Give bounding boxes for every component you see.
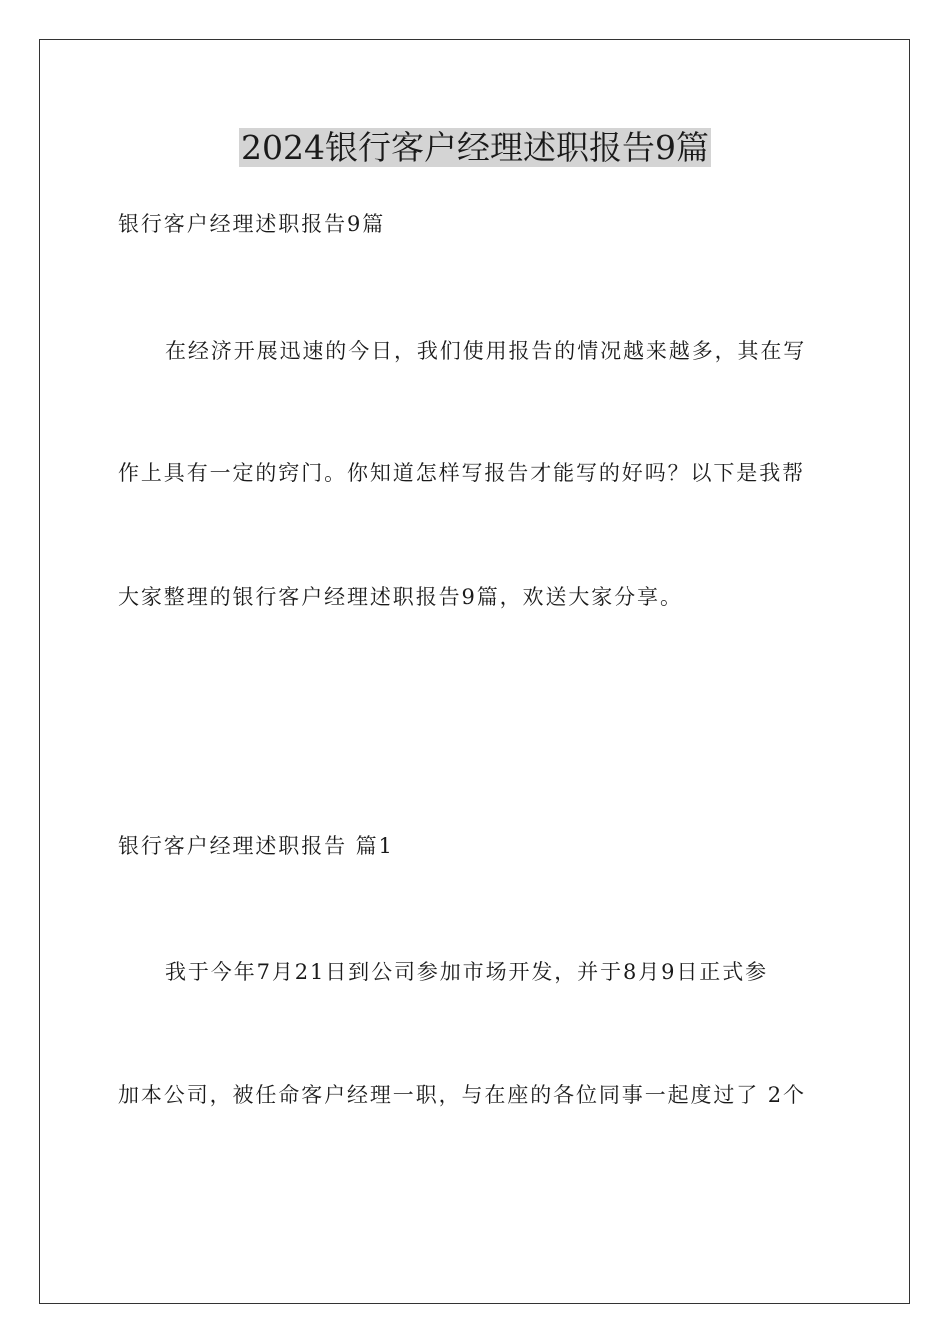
intro-paragraph-line-2: 作上具有一定的窍门。你知道怎样写报告才能写的好吗？以下是我帮: [118, 461, 805, 485]
document-subtitle: 银行客户经理述职报告9篇: [118, 212, 386, 236]
document-title-text: 2024银行客户经理述职报告9篇: [241, 128, 709, 167]
intro-paragraph-line-1: 在经济开展迅速的今日，我们使用报告的情况越来越多，其在写: [165, 339, 807, 363]
section-paragraph-line-2: 加本公司，被任命客户经理一职，与在座的各位同事一起度过了 2个: [118, 1083, 806, 1107]
intro-paragraph-line-3: 大家整理的银行客户经理述职报告9篇，欢送大家分享。: [118, 585, 683, 609]
document-title: [0, 124, 950, 172]
section-paragraph-line-1: 我于今年7月21日到公司参加市场开发，并于8月9日正式参: [165, 960, 769, 984]
section-heading: 银行客户经理述职报告 篇1: [118, 834, 394, 858]
